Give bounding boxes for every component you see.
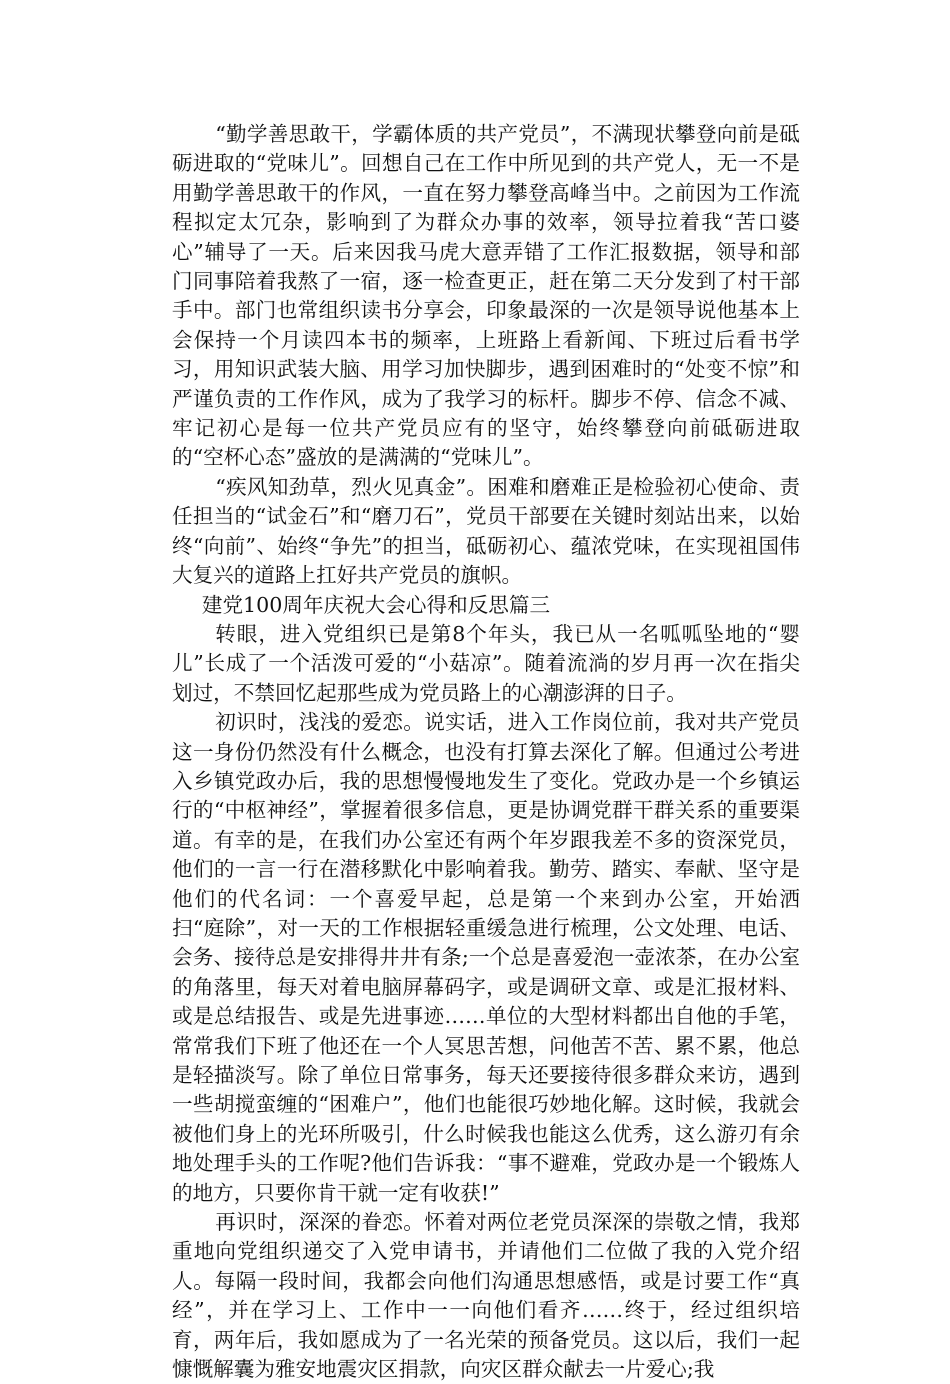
body-paragraph: “疾风知劲草，烈火见真金”。困难和磨难正是检验初心使命、责任担当的“试金石”和“磨刀石”，党员干部要在关键时刻站出来，以始终“向前”、始终“争先”的担当，砥砺初心、蕴浓党味，在实现祖国伟大复兴的道路上扛好共产党员的旗帜。 [172, 474, 800, 588]
body-paragraph: 再识时，深深的眷恋。怀着对两位老党员深深的崇敬之情，我郑重地向党组织递交了入党申请书，并请他们二位做了我的入党介绍人。每隔一段时间，我都会向他们沟通思想感悟，或是讨要工作“真经”，并在学习上、工作中一一向他们看齐……终于，经过组织培育，两年后，我如愿成为了一名光荣的预备党员。这以后，我们一起慷慨解囊为雅安地震灾区捐款，向灾区群众献去一片爱心;我 [172, 1210, 800, 1382]
section-heading: 建党100周年庆祝大会心得和反思篇三 [201, 592, 551, 617]
body-paragraph: “勤学善思敢干，学霸体质的共产党员”，不满现状攀登向前是砥砺进取的“党味儿”。回想自己在工作中所见到的共产党人，无一不是用勤学善思敢干的作风，一直在努力攀登高峰当中。之前因为工作流程拟定太冗杂，影响到了为群众办事的效率，领导拉着我“苦口婆心”辅导了一天。后来因我马虎大意弄错了工作汇报数据，领导和部门同事陪着我熬了一宿，逐一检查更正，赶在第二天分发到了村干部手中。部门也常组织读书分享会，印象最深的一次是领导说他基本上会保持一个月读四本书的频率，上班路上看新闻、下班过后看书学习，用知识武装大脑、用学习加快脚步，遇到困难时的“处变不惊”和严谨负责的工作作风，成为了我学习的标杆。脚步不停、信念不减、牢记初心是每一位共产党员应有的坚守，始终攀登向前砥砺进取的“空杯心态”盛放的是满满的“党味儿”。 [172, 122, 800, 470]
body-paragraph: 转眼，进入党组织已是第8个年头，我已从一名呱呱坠地的“婴儿”长成了一个活泼可爱的“小菇凉”。随着流淌的岁月再一次在指尖划过，不禁回忆起那些成为党员路上的心潮澎湃的日子。 [172, 621, 800, 705]
body-paragraph: 初识时，浅浅的爱恋。说实话，进入工作岗位前，我对共产党员这一身份仍然没有什么概念，也没有打算去深化了解。但通过公考进入乡镇党政办后，我的思想慢慢地发生了变化。党政办是一个乡镇运行的“中枢神经”，掌握着很多信息，更是协调党群干群关系的重要渠道。有幸的是，在我们办公室还有两个年岁跟我差不多的资深党员，他们的一言一行在潜移默化中影响着我。勤劳、踏实、奉献、坚守是他们的代名词：一个喜爱早起，总是第一个来到办公室，开始洒扫“庭除”，对一天的工作根据轻重缓急进行梳理，公文处理、电话、会务、接待总是安排得井井有条;一个总是喜爱泡一壶浓茶，在办公室的角落里，每天对着电脑屏幕码字，或是调研文章、或是汇报材料、或是总结报告、或是先进事迹……单位的大型材料都出自他的手笔，常常我们下班了他还在一个人冥思苦想，问他苦不苦、累不累，他总是轻描淡写。除了单位日常事务，每天还要接待很多群众来访，遇到一些胡搅蛮缠的“困难户”，他们也能很巧妙地化解。这时候，我就会被他们身上的光环所吸引，什么时候我也能这么优秀，这么游刃有余地处理手头的工作呢?他们告诉我：“事不避难，党政办是一个锻炼人的地方，只要你肯干就一定有收获!” [172, 710, 800, 1205]
document-page [172, 120, 800, 1384]
